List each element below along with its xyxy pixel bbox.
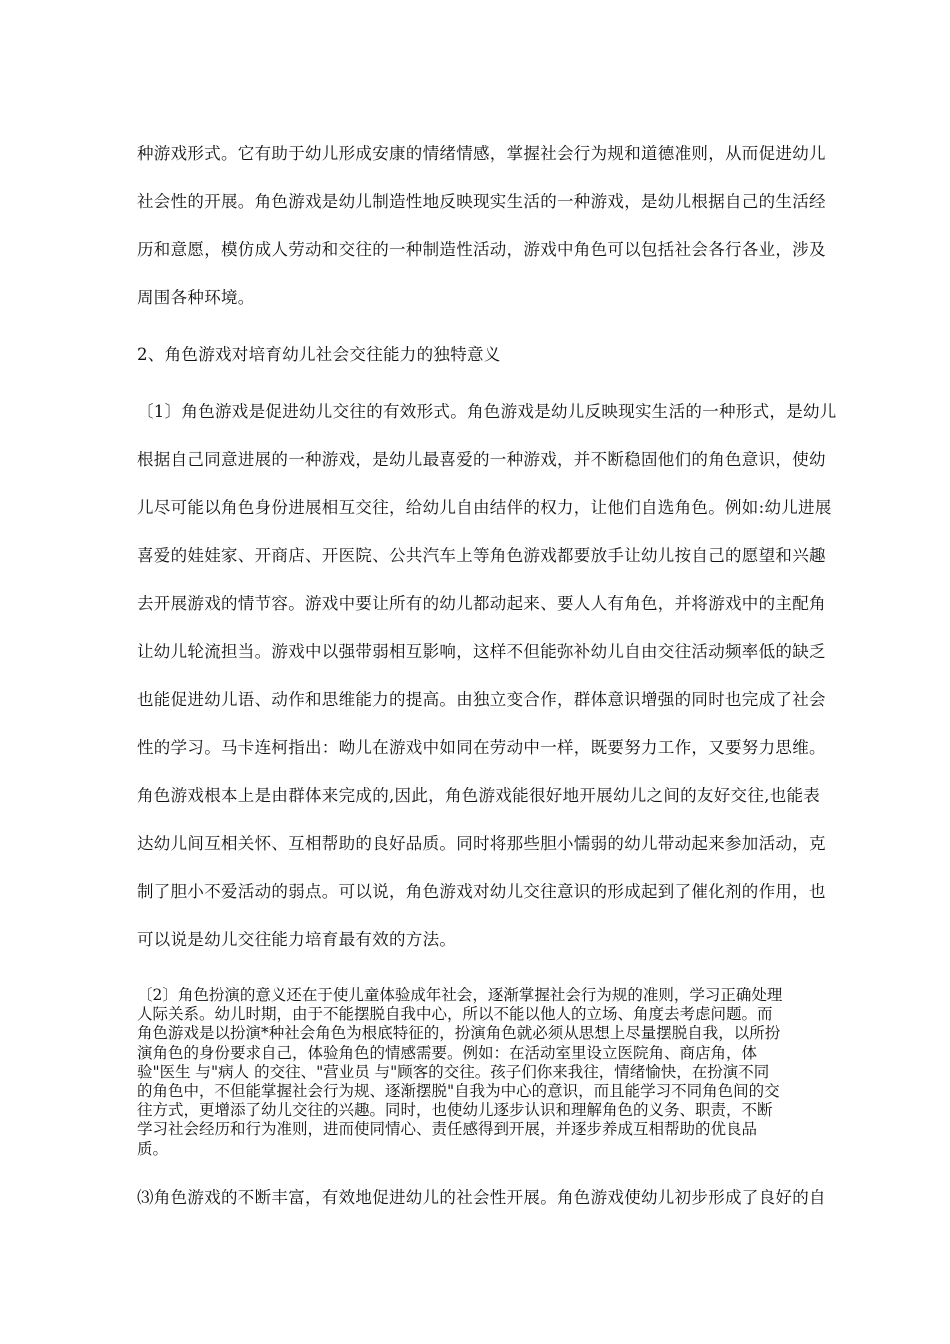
paragraph-1-line-8: 性的学习。马卡连柯指出：呦儿在游戏中如同在劳动中一样，既要努力工作，又要努力思维。 xyxy=(137,738,826,757)
paragraph-1-line-2: 根据自己同意进展的一种游戏，是幼儿最喜爱的一种游戏，并不断稳固他们的角色意识，使幼 xyxy=(137,450,826,469)
paragraph-3-line-1: ⑶角色游戏的不断丰富，有效地促进幼儿的社会性开展。角色游戏使幼儿初步形成了良好的自 xyxy=(137,1188,826,1207)
paragraph-2-line-7: 往方式，更增添了幼儿交往的兴趣。同时，也使幼儿逐步认识和理解角色的义务、职责，不断 xyxy=(137,1101,773,1120)
paragraph-1-line-5: 去开展游戏的情节容。游戏中要让所有的幼儿都动起来、要人人有角色，并将游戏中的主配角 xyxy=(137,594,826,613)
paragraph-1-line-4: 喜爱的娃娃家、开商店、开医院、公共汽车上等角色游戏都要放手让幼儿按自己的愿望和兴趣 xyxy=(137,546,826,565)
paragraph-intro-line-4: 周围各种环境。 xyxy=(137,288,255,307)
paragraph-1-line-6: 让幼儿轮流担当。游戏中以强带弱相互影响，这样不但能弥补幼儿自由交往活动频率低的缺乏 xyxy=(137,642,826,661)
paragraph-2 xyxy=(137,986,849,1159)
paragraph-intro-line-1: 种游戏形式。它有助于幼儿形成安康的情绪情感，掌握社会行为规和道德准则，从而促进幼儿 xyxy=(137,144,826,163)
paragraph-1-line-10: 达幼儿间互相关怀、互相帮助的良好品质。同时将那些胆小懦弱的幼儿带动起来参加活动，克 xyxy=(137,834,826,853)
paragraph-intro-line-3: 历和意愿，模仿成人劳动和交往的一种制造性活动，游戏中角色可以包括社会各行各业，涉及 xyxy=(137,240,826,259)
paragraph-2-line-5: 验"医生 与"病人 的交往、"营业员 与"顾客的交往。孩子们你来我往，情绪愉快，在扮演不同 xyxy=(137,1062,770,1081)
paragraph-1-line-7: 也能促进幼儿语、动作和思维能力的提高。由独立变合作，群体意识增强的同时也完成了社会 xyxy=(137,690,826,709)
paragraph-2-line-8: 学习社会经历和行为准则，进而使同情心、责任感得到开展，并逐步养成互相帮助的优良品 xyxy=(137,1120,758,1139)
paragraph-intro-line-2: 社会性的开展。角色游戏是幼儿制造性地反映现实生活的一种游戏，是幼儿根据自己的生活经 xyxy=(137,192,826,211)
paragraph-2-line-6: 的角色中，不但能掌握社会行为规、逐渐摆脱"自我为中心的意识，而且能学习不同角色间的交 xyxy=(137,1081,780,1100)
paragraph-2-line-4: 演角色的身份要求自己，体验角色的情感需要。例如：在活动室里设立医院角、商店角，体 xyxy=(137,1043,758,1062)
paragraph-1-line-11: 制了胆小不爱活动的弱点。可以说，角色游戏对幼儿交往意识的形成起到了催化剂的作用，也 xyxy=(137,882,826,901)
section-heading: 2、角色游戏对培育幼儿社会交往能力的独特意义 xyxy=(137,345,501,364)
paragraph-1-line-1: 〔1〕角色游戏是促进幼儿交往的有效形式。角色游戏是幼儿反映现实生活的一种形式，是幼儿 xyxy=(137,402,837,421)
paragraph-2-line-3: 角色游戏是以扮演*种社会角色为根底特征的，扮演角色就必须从思想上尽量摆脱自我，以所扮 xyxy=(137,1024,781,1043)
paragraph-2-line-9: 质。 xyxy=(137,1139,169,1158)
paragraph-2-line-1: 〔2〕角色扮演的意义还在于使儿童体验成年社会，逐渐掌握社会行为规的准则，学习正确处理 xyxy=(137,986,783,1004)
paragraph-1-line-9: 角色游戏根本上是由群体来完成的,因此，角色游戏能很好地开展幼儿之间的友好交往,也能表 xyxy=(137,786,821,805)
paragraph-2-line-2: 人际关系。幼儿时期，由于不能摆脱自我中心，所以不能以他人的立场、角度去考虑问题。而 xyxy=(137,1005,773,1024)
paragraph-1-line-3: 儿尽可能以角色身份进展相互交往，给幼儿自由结伴的权力，让他们自选角色。例如:幼儿进展 xyxy=(137,498,832,517)
paragraph-1-line-12: 可以说是幼儿交往能力培育最有效的方法。 xyxy=(137,930,457,949)
